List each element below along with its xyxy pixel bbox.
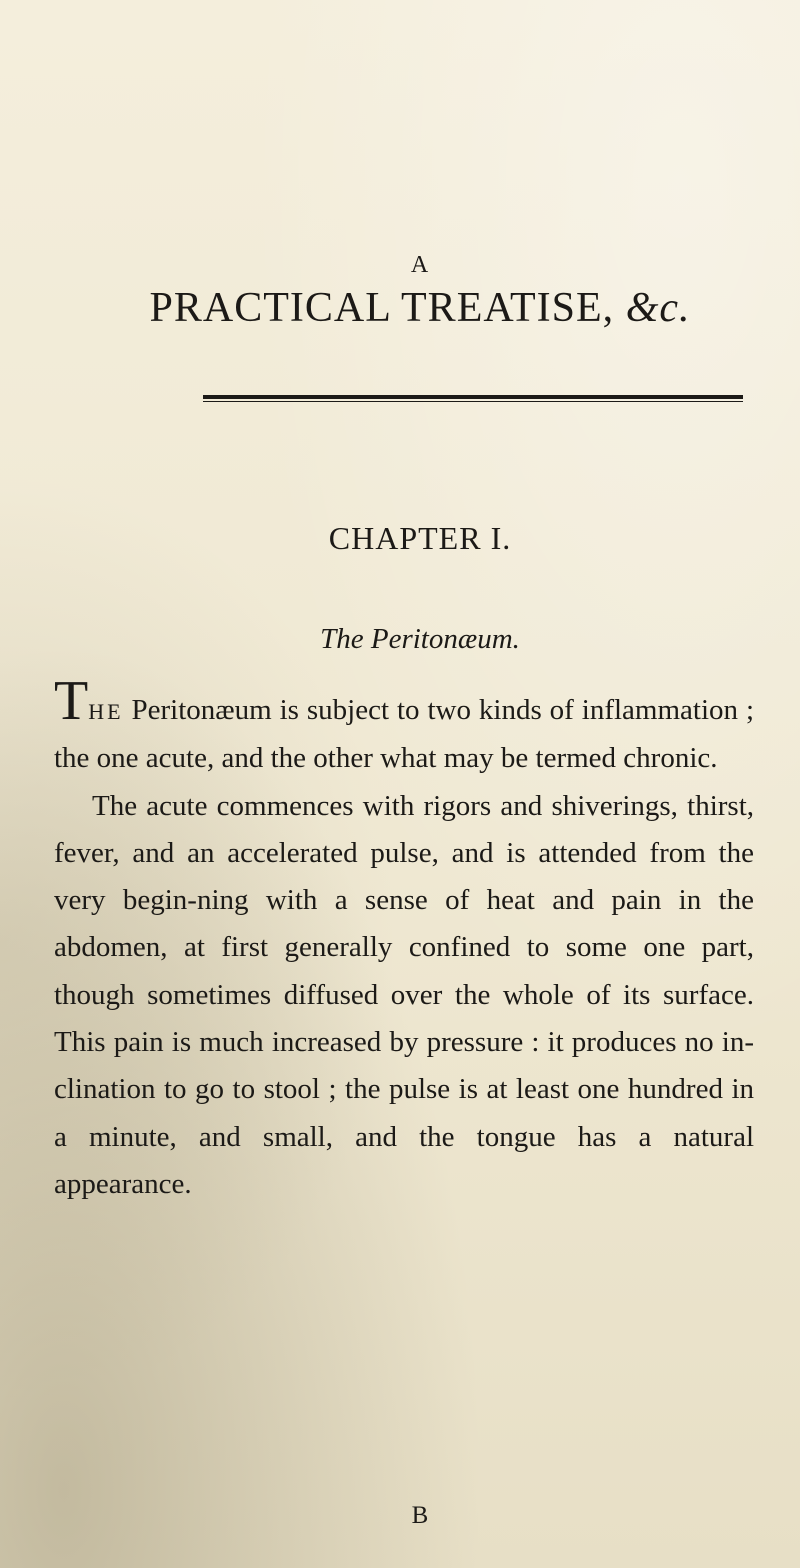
title-rule	[203, 395, 743, 402]
book-title-etc: &c.	[625, 285, 691, 331]
drop-cap: T	[54, 670, 89, 732]
book-title	[40, 284, 800, 332]
paragraph-2-text: The acute commences with rigors and shiverings, thirst, fever, and an accelerated pulse, and is attended from the very begin-ning with a sense of heat and pain in the abdomen, at first generally confined to some one part, though sometimes diffused over the whole of its surface. This pain is much increased by pressure : it produces no in-clination to go to stool ; the pulse is at least one hundred in a minute, and small, and the tongue has a natural appearance.	[54, 789, 754, 1200]
first-word-smallcaps: HE	[88, 699, 124, 724]
paragraph-1-text: Peritonæum is subject to two kinds of inflammation ; the one acute, and the other what may be termed chronic.	[54, 694, 754, 775]
book-title-text: PRACTICAL TREATISE,	[149, 285, 615, 331]
title-article: A	[410, 252, 430, 278]
chapter-subject: The Peritonæum.	[320, 623, 520, 655]
signature-mark: B	[411, 1502, 429, 1529]
body-text	[54, 670, 754, 1208]
paragraph-1	[54, 670, 754, 783]
paragraph-2	[54, 783, 754, 1209]
chapter-heading: CHAPTER I.	[328, 520, 512, 556]
